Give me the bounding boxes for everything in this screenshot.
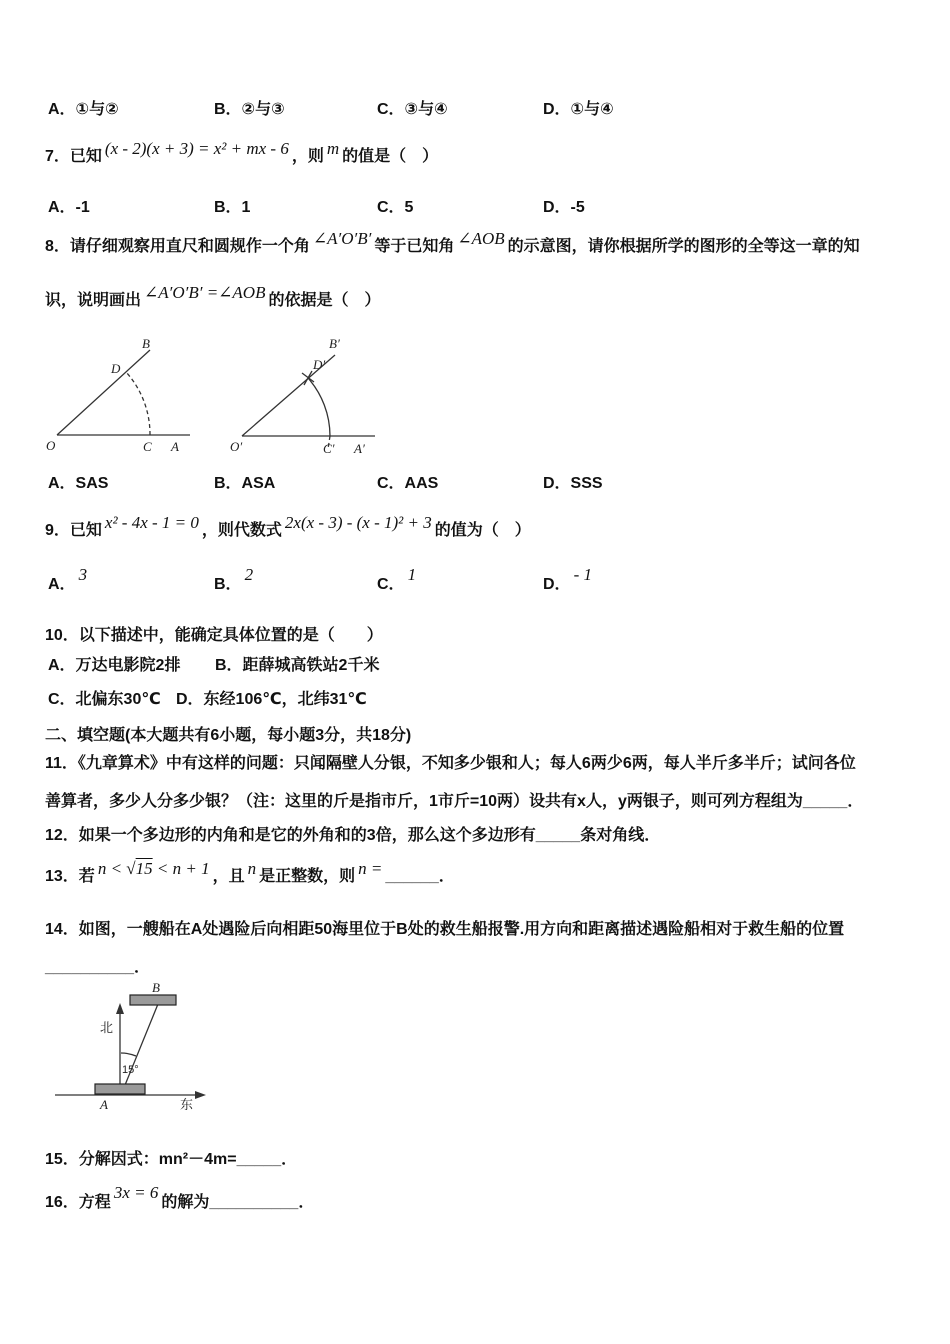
fig14-label-A: A: [100, 1097, 108, 1112]
q12-text: 12．如果一个多边形的内角和是它的外角和的3倍，那么这个多边形有_____条对角线．: [45, 827, 661, 844]
q16-formula: 3x = 6: [113, 1183, 159, 1202]
q8-text: 识，说明画出: [45, 292, 142, 309]
q7-var: m: [326, 139, 340, 158]
fig-label-C: C: [143, 439, 152, 454]
fig-label-D: D: [111, 361, 121, 376]
q13-radicand: 15: [135, 859, 153, 878]
fig-label-A-prime: A′: [354, 441, 365, 456]
q14-blank: __________．: [45, 959, 150, 976]
fig-label-B: B: [142, 336, 150, 351]
question-8-stem-line1: [45, 229, 860, 260]
q6-option-c: C．③与④: [377, 101, 448, 118]
q7-option-d: D．-5: [543, 199, 585, 216]
q8-equality-formula: ∠A′O′B′ =∠AOB: [144, 283, 266, 302]
q9-option-b-value: 2: [244, 565, 254, 584]
q7-formula: (x - 2)(x + 3) = x² + mx - 6: [104, 139, 289, 158]
q7-prefix: 7．已知: [45, 148, 102, 165]
q10-option-d: D．东经106℃，北纬31℃: [176, 691, 367, 708]
q10-stem-text: 10．以下描述中，能确定具体位置的是（ ）: [45, 627, 383, 644]
q7-suffix: 的值是（ ）: [342, 148, 439, 165]
fig-label-O: O: [46, 438, 56, 453]
q9-option-d: [543, 565, 595, 597]
question-16: [45, 1183, 315, 1216]
ship-a: [95, 1084, 145, 1094]
q9-option-d-key: D．: [543, 576, 571, 593]
q9-option-c: [377, 565, 419, 597]
q6-option-a: A．①与②: [48, 101, 119, 118]
q14-figure: [50, 978, 220, 1113]
question-8-stem-line2: [45, 283, 381, 314]
q9-option-d-value: - 1: [573, 565, 592, 584]
q11-text-line1: 11．《九章算术》中有这样的问题：只闻隔壁人分银，不知多少银和人；每人6两少6两，每人半斤多半斤；试问各位: [45, 755, 856, 772]
fig-label-A: A: [171, 439, 179, 454]
q6-option-b: B．②与③: [214, 101, 285, 118]
q16-tail: 的解为__________．: [161, 1194, 315, 1211]
q9-formula2: 2x(x - 3) - (x - 1)² + 3: [284, 513, 432, 532]
fig14-label-east: 东: [180, 1097, 194, 1112]
q8-option-a: A．SAS: [48, 475, 109, 492]
question-11-line1: [45, 752, 856, 778]
question-11-line2: [45, 790, 863, 816]
q15-text: 15．分解因式：mn²－4m=_____．: [45, 1151, 298, 1168]
fig14-label-B: B: [152, 980, 160, 995]
q8-option-d: D．SSS: [543, 475, 603, 492]
question-14-line1: [45, 918, 844, 944]
q7-option-b: B．1: [214, 199, 251, 216]
q8-text: 的依据是（ ）: [268, 292, 381, 309]
q13-formula2: n =: [358, 859, 383, 878]
q13-blank: ______．: [385, 868, 455, 885]
section-2-header: [45, 724, 411, 750]
fig-label-B-prime: B′: [329, 336, 340, 351]
q14-text: 14．如图，一艘船在A处遇险后向相距50海里位于B处的救生船报警.用方向和距离描述遇险船相对于救生船的位置: [45, 921, 845, 938]
q13-f1c: < n + 1: [152, 859, 210, 878]
angle-construction-diagram-copy: [228, 336, 443, 461]
ship-bearing-diagram: [50, 978, 220, 1113]
q13-formula1: [95, 859, 213, 878]
question-13: [45, 859, 455, 890]
question-12: [45, 824, 660, 850]
q6-option-d: D．①与④: [543, 101, 614, 118]
q9-option-b: [214, 565, 256, 597]
q13-prefix: 13．若: [45, 868, 95, 885]
q9-option-c-key: C．: [377, 576, 405, 593]
q9-option-a: [48, 565, 90, 597]
q9-option-a-key: A．: [48, 576, 76, 593]
q9-option-c-value: 1: [407, 565, 417, 584]
question-10-stem: [45, 624, 383, 650]
ship-b: [130, 995, 176, 1005]
q9-option-a-value: 3: [78, 565, 88, 584]
section-2-title: 二、填空题(本大题共有6小题，每小题3分，共18分): [45, 727, 412, 744]
fig-label-C-prime: C′: [323, 441, 335, 456]
q10-option-b: B．距薛城高铁站2千米: [215, 657, 380, 674]
fig-label-D-prime: D′: [313, 357, 326, 372]
q8-figure-right: [228, 336, 443, 461]
q13-var: n: [247, 859, 257, 878]
q9-option-b-key: B．: [214, 576, 242, 593]
q8-option-c: C．AAS: [377, 475, 439, 492]
q9-mid: ，则代数式: [201, 522, 282, 539]
q16-prefix: 16．方程: [45, 1194, 111, 1211]
q8-text: 等于已知角: [374, 238, 455, 255]
fig-label-O-prime: O′: [230, 439, 243, 454]
q7-option-a: A．-1: [48, 199, 90, 216]
q8-text: 8．请仔细观察用直尺和圆规作一个角: [45, 238, 310, 255]
q7-option-c: C．5: [377, 199, 414, 216]
q7-mid: ，则: [291, 148, 324, 165]
q10-option-a: A．万达电影院2排: [48, 657, 181, 674]
q13-f1a: n < √: [97, 859, 136, 878]
q8-option-b: B．ASA: [214, 475, 276, 492]
q9-formula1: x² - 4x - 1 = 0: [104, 513, 199, 532]
q13-mid1: ，且: [212, 868, 245, 885]
question-9-stem: [45, 513, 531, 544]
angle-construction-diagram: [45, 336, 245, 461]
q8-angle-formula: ∠A′O′B′: [312, 229, 372, 248]
q9-suffix: 的值为（ ）: [434, 522, 531, 539]
question-7-stem: [45, 139, 439, 170]
fig14-angle-label: 15°: [122, 1064, 139, 1076]
q8-angle-formula: ∠AOB: [457, 229, 505, 248]
q10-option-c: C．北偏东30℃: [48, 691, 161, 708]
question-15: [45, 1148, 297, 1174]
fig14-label-north: 北: [100, 1020, 114, 1035]
q9-prefix: 9．已知: [45, 522, 102, 539]
q11-text-line2: 善算者，多少人分多少银？（注：这里的斤是指市斤，1市斤=10两）设共有x人，y两银子，则可列方程组为_____．: [45, 793, 864, 810]
q8-text: 的示意图，请你根据所学的图形的全等这一章的知: [507, 238, 860, 255]
q13-mid2: 是正整数，则: [259, 868, 356, 885]
q8-figure-left: [45, 336, 245, 461]
